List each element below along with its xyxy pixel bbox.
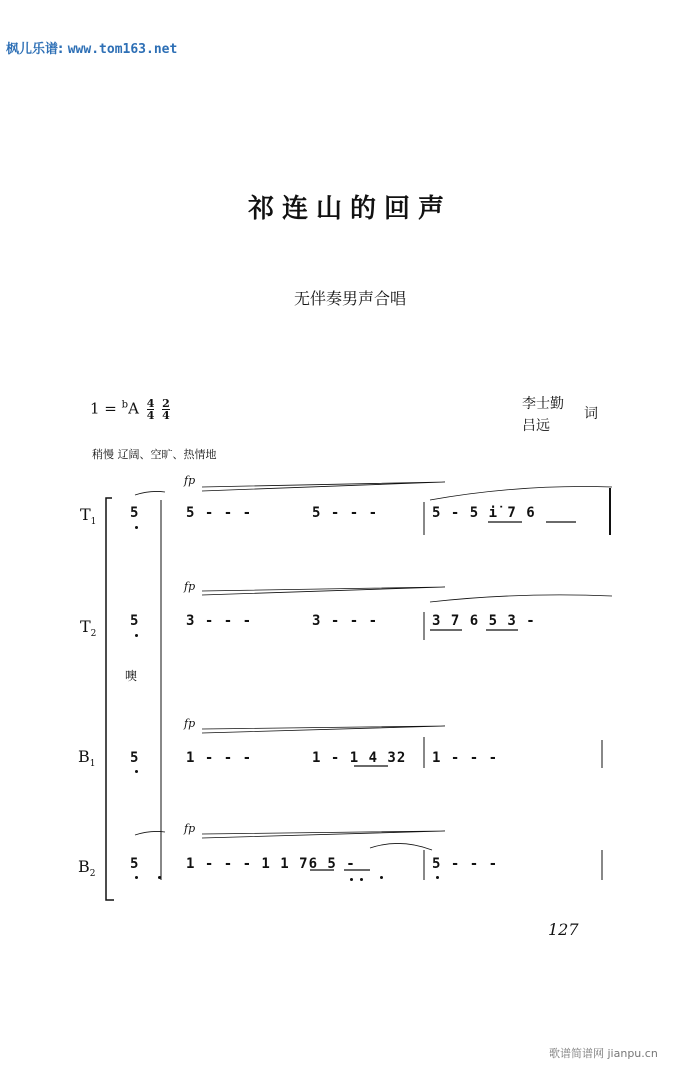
slurs <box>135 487 612 850</box>
t2-m4: 3 7 6 5 3 - <box>432 613 536 629</box>
octave-dot <box>158 876 161 879</box>
flat-sign: b <box>121 399 129 411</box>
page-number: 127 <box>548 920 579 939</box>
t1-m2: 5 - - - <box>186 505 253 521</box>
octave-dot <box>350 878 353 881</box>
t1-m4: 5 - 5 i̇ 7 6 <box>432 505 536 521</box>
dynamic-b2: fp <box>184 822 196 835</box>
time-signature-2: $\frac{2}{4}$ <box>162 397 170 422</box>
b2-m3: 5 - - - <box>432 856 499 872</box>
part-label-b2: $B_2$ <box>78 857 96 880</box>
b1-m4: 1 - - - <box>432 750 499 766</box>
b1-m2: 1 - - - <box>186 750 253 766</box>
watermark: 歌谱简谱网 jianpu.cn <box>549 1047 658 1060</box>
t2-m2: 3 - - - <box>186 613 253 629</box>
lyricist: 李士勤 <box>522 396 564 412</box>
t1-m1: 5 <box>130 505 140 521</box>
key-prefix: 1 = <box>90 399 117 418</box>
syllable: 噢 <box>125 669 138 683</box>
b1-m1: 5 <box>130 750 140 766</box>
score-subtitle: 无伴奏男声合唱 <box>293 289 406 308</box>
part-label-t2: $T_2$ <box>80 617 97 640</box>
beams <box>310 522 576 870</box>
site-name: 枫儿乐谱: <box>6 42 64 57</box>
dynamic-t2: fp <box>184 580 196 593</box>
credit-role: 词 <box>584 406 598 422</box>
hairpins <box>202 482 445 838</box>
t1-m3: 5 - - - <box>312 505 379 521</box>
part-label-b1: $B_1$ <box>78 747 96 770</box>
score-title: 祁连山的回声 <box>247 194 452 224</box>
composer: 吕远 <box>522 418 550 434</box>
tempo-marking: 稍慢 辽阔、空旷、热情地 <box>92 448 217 461</box>
octave-dot <box>135 876 138 879</box>
octave-dot <box>135 526 138 529</box>
part-label-t1: $T_1$ <box>80 505 97 528</box>
octave-dot <box>436 876 439 879</box>
b1-m3: 1 - 1 4 32 <box>312 750 407 766</box>
t2-m1: 5 <box>130 613 140 629</box>
octave-dot <box>380 876 383 879</box>
dynamic-b1: fp <box>184 717 196 730</box>
b2-m2: 1 - - - 1 1 76 5 - <box>186 856 356 872</box>
b2-m1: 5 <box>130 856 140 872</box>
time-signature-1: $\frac{4}{4}$ <box>146 397 155 422</box>
key-note: A <box>128 399 139 418</box>
octave-dot <box>360 878 363 881</box>
system-bracket <box>106 498 114 900</box>
octave-dot <box>135 770 138 773</box>
t2-m3: 3 - - - <box>312 613 379 629</box>
dynamic-t1: fp <box>184 474 196 487</box>
octave-dot <box>135 634 138 637</box>
site-url[interactable]: www.tom163.net <box>67 42 178 57</box>
